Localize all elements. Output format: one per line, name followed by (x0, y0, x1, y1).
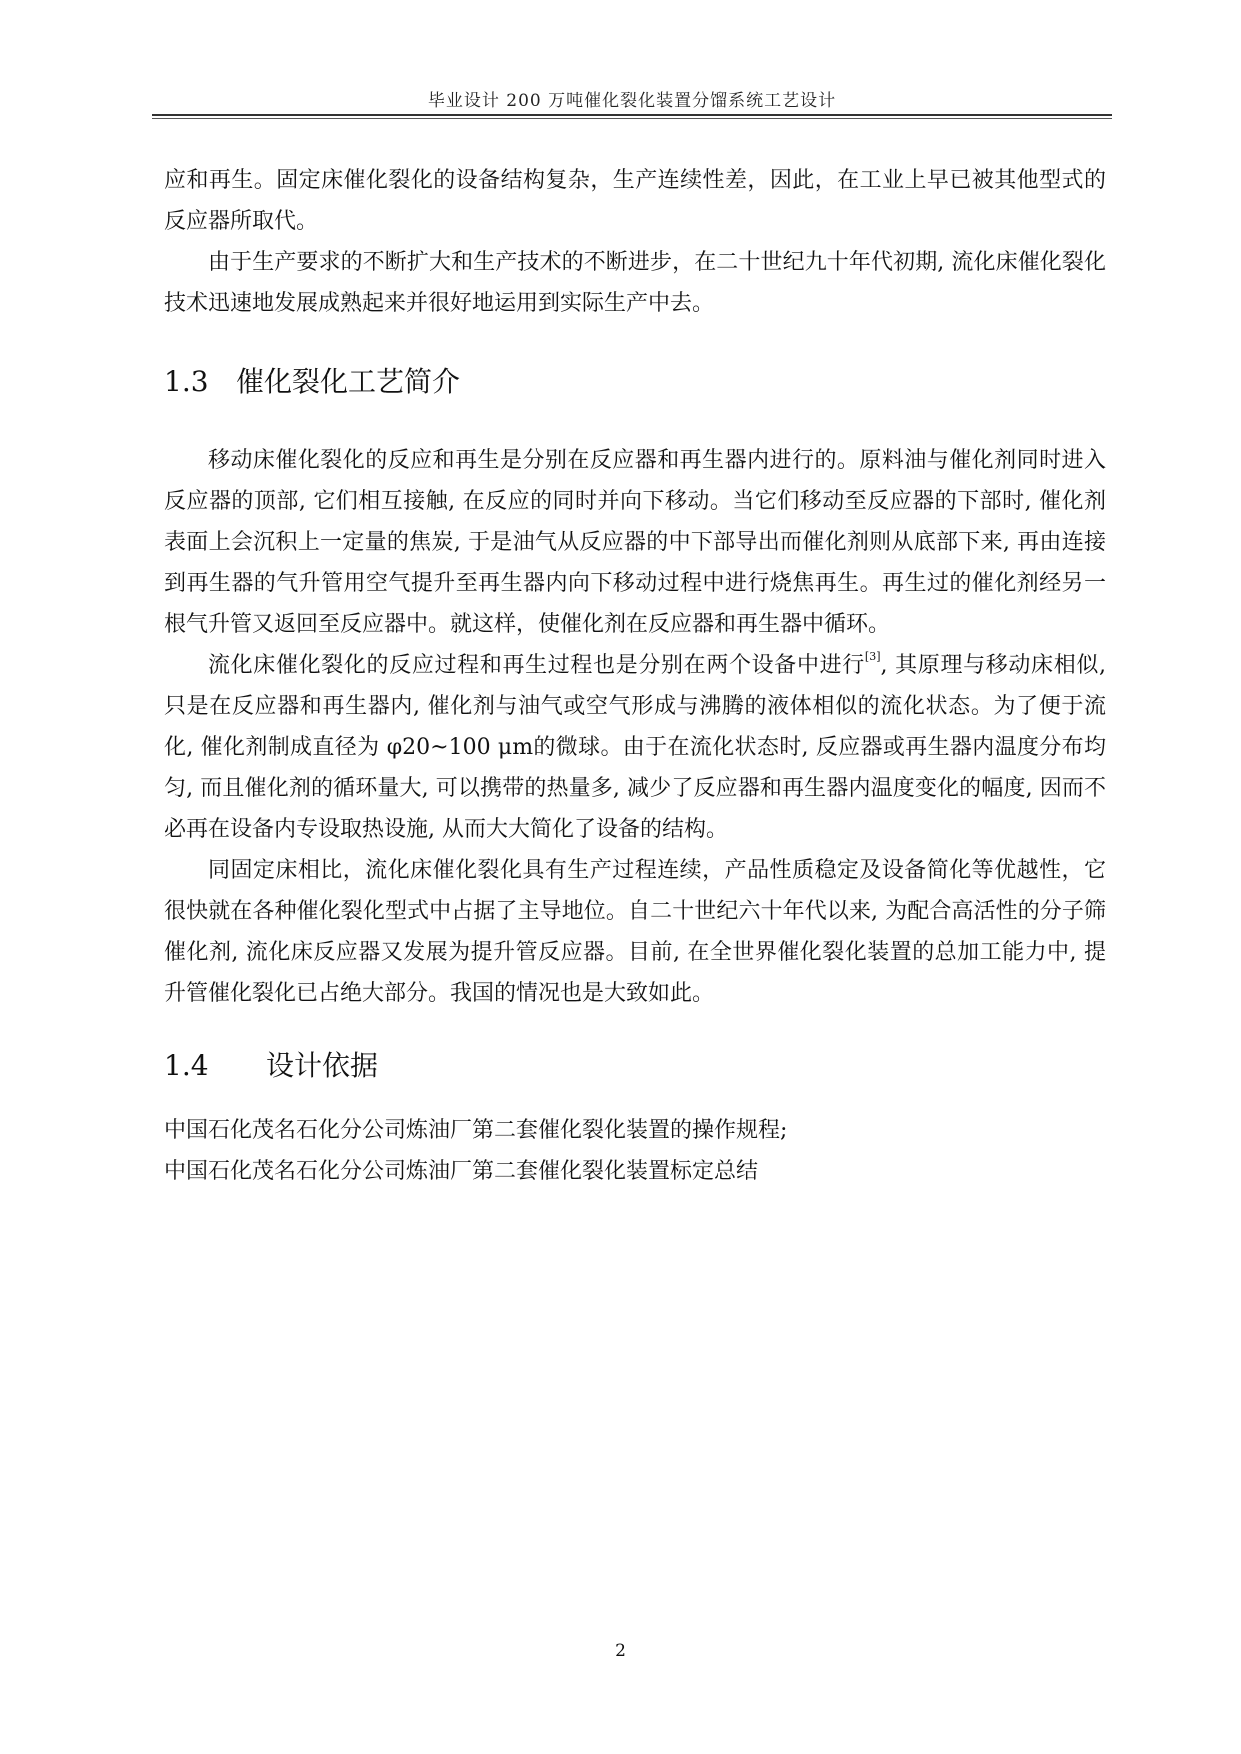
section-1-3-paragraph-2 (164, 645, 1106, 850)
design-basis-line-1: 中国石化茂名石化分公司炼油厂第二套催化裂化装置的操作规程; (164, 1118, 788, 1143)
section-number: 1.4 (164, 1049, 209, 1082)
page-content (164, 160, 1106, 1192)
section-1-3-paragraph-3: 同固定床相比，流化床催化裂化具有生产过程连续，产品性质稳定及设备简化等优越性，它很快就在各种催化裂化型式中占据了主导地位。自二十世纪六十年代以来, 为配合高活性的分子筛催化剂, 流化床反应器又发展为提升管反应器。目前, 在全世界催化裂化装置的总加工能力中, 提升管催化裂化已占绝大部分。我国的情况也是大致如此。 (164, 858, 1106, 1006)
intro-paragraph-1: 应和再生。固定床催化裂化的设备结构复杂，生产连续性差，因此，在工业上早已被其他型式的反应器所取代。 (164, 168, 1106, 234)
citation-reference: [3] (864, 650, 881, 663)
page-header: 毕业设计 200 万吨催化裂化装置分馏系统工艺设计 (427, 91, 837, 111)
section-number: 1.3 (164, 365, 209, 398)
section-title: 催化裂化工艺简介 (236, 365, 461, 398)
section-heading-1-3 (164, 360, 1106, 404)
intro-paragraph-2: 由于生产要求的不断扩大和生产技术的不断进步，在二十世纪九十年代初期, 流化床催化裂化技术迅速地发展成熟起来并很好地运用到实际生产中去。 (164, 250, 1106, 316)
header-rule (152, 114, 1112, 119)
paragraph-text: , 其原理与移动床相似, 只是在反应器和再生器内, 催化剂与油气或空气形成与沸腾的液体相似的流化状态。为了便于流化, 催化剂制成直径为 φ20~100 μm的微球。由于在流化状态时, 反应器或再生器内温度分布均匀, 而且催化剂的循环量大, 可以携带的热量多, 减少了反应器和再生器内温度变化的幅度, 因而不必再在设备内专设取热设施, 从而大大简化了设备的结构。 (164, 653, 1106, 842)
page-number: 2 (615, 1641, 626, 1661)
paragraph-text: 流化床催化裂化的反应过程和再生过程也是分别在两个设备中进行 (208, 653, 865, 678)
section-title: 设计依据 (266, 1049, 379, 1082)
design-basis-line-2: 中国石化茂名石化分公司炼油厂第二套催化裂化装置标定总结 (164, 1159, 759, 1184)
section-heading-1-4 (164, 1044, 1106, 1088)
section-1-3-paragraph-1: 移动床催化裂化的反应和再生是分别在反应器和再生器内进行的。原料油与催化剂同时进入反应器的顶部, 它们相互接触, 在反应的同时并向下移动。当它们移动至反应器的下部时, 催化剂表面上会沉积上一定量的焦炭, 于是油气从反应器的中下部导出而催化剂则从底部下来, 再由连接到再生器的气升管用空气提升至再生器内向下移动过程中进行烧焦再生。再生过的催化剂经另一根气升管又返回至反应器中。就这样，使催化剂在反应器和再生器中循环。 (164, 448, 1106, 637)
